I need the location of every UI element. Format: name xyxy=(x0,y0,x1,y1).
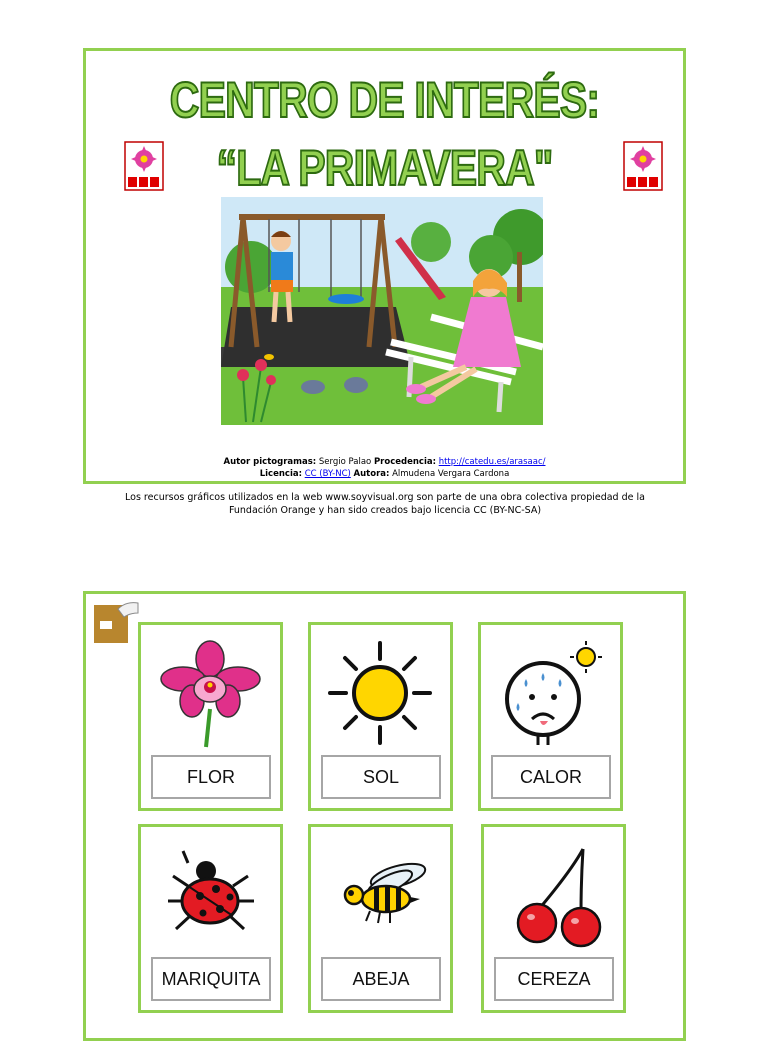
card-label: SOL xyxy=(321,755,441,799)
bee-icon xyxy=(328,841,433,951)
license-notice xyxy=(120,491,650,517)
card-label: FLOR xyxy=(151,755,271,799)
author-value: Sergio Palao xyxy=(318,457,372,467)
source-link[interactable]: http://catedu.es/arasaac/ xyxy=(438,457,546,467)
card-calor xyxy=(478,622,623,811)
vocabulary-cards-page xyxy=(83,591,686,1041)
card-sol xyxy=(308,622,453,811)
flower-badge-icon xyxy=(124,141,164,191)
card-label: CEREZA xyxy=(494,957,614,1001)
credits-line-2 xyxy=(86,469,683,479)
source-label: Procedencia: xyxy=(373,457,436,467)
license-label: Licencia: xyxy=(259,469,302,479)
authoress-label: Autora: xyxy=(353,469,390,479)
card-flor xyxy=(138,622,283,811)
card-abeja xyxy=(308,824,453,1013)
hot-face-icon xyxy=(498,639,603,749)
notice-line-2: Fundación Orange y han sido creados bajo licencia CC (BY-NC-SA) xyxy=(228,505,542,516)
park-scene-illustration xyxy=(221,197,543,425)
cherries-icon xyxy=(501,841,606,951)
authoress-value: Almudena Vergara Cardona xyxy=(392,469,510,479)
card-cereza xyxy=(481,824,626,1013)
notice-line-1: Los recursos gráficos utilizados en la web www.soyvisual.org son parte de una obra colectiva propiedad de la xyxy=(125,492,645,503)
card-label: MARIQUITA xyxy=(151,957,271,1001)
card-mariquita xyxy=(138,824,283,1013)
hand-card-icon xyxy=(92,599,140,645)
card-label: ABEJA xyxy=(321,957,441,1001)
title-line-2: “LA PRIMAVERA" xyxy=(216,140,553,196)
sun-icon xyxy=(328,639,433,749)
title-line-1: CENTRO DE INTERÉS: xyxy=(169,72,600,128)
author-label: Autor pictogramas: xyxy=(223,457,317,467)
flower-badge-icon xyxy=(623,141,663,191)
ladybug-icon xyxy=(158,841,263,951)
cover-page xyxy=(83,48,686,484)
card-label: CALOR xyxy=(491,755,611,799)
credits-line-1 xyxy=(86,457,683,467)
orchid-flower-icon xyxy=(158,639,263,749)
license-link[interactable]: CC (BY-NC) xyxy=(304,469,351,479)
